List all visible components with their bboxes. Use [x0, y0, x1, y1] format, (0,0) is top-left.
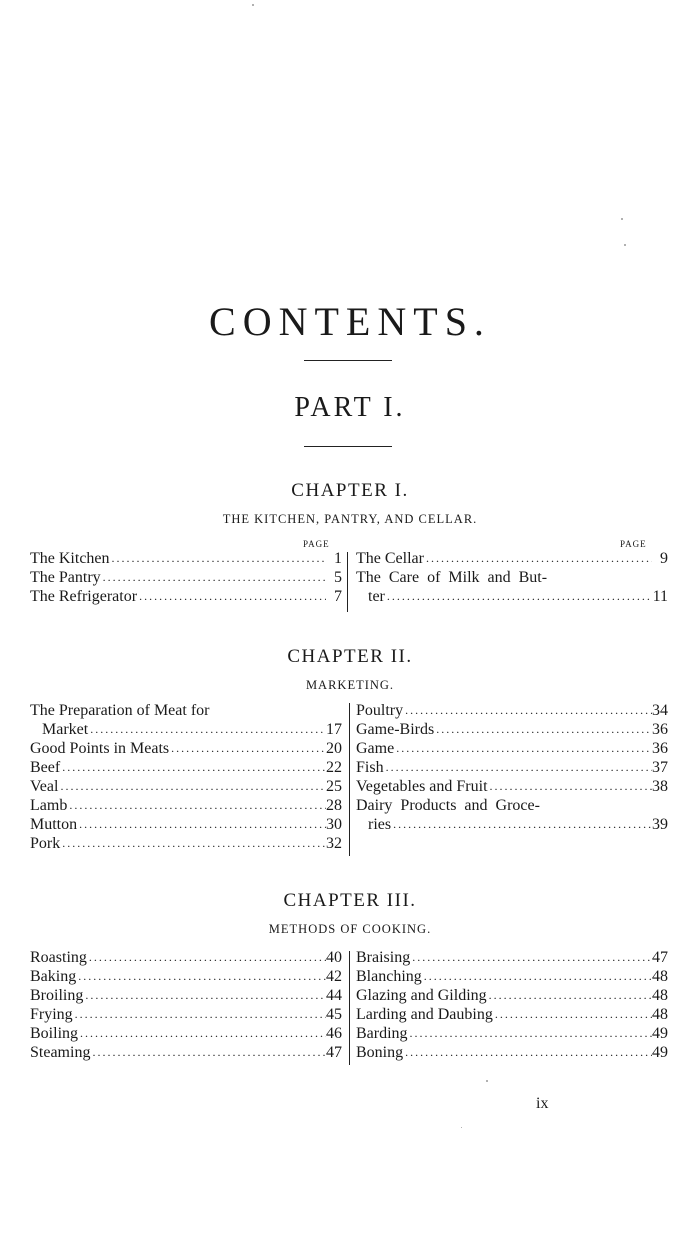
page-column-label: PAGE — [620, 539, 647, 549]
toc-column-right — [356, 549, 668, 606]
toc-column-left — [30, 948, 342, 1062]
page-title: CONTENTS. — [209, 299, 491, 344]
toc-entry: The Refrigerator ..... 7 — [30, 587, 342, 606]
toc-entry: Mutton ..... 30 — [30, 815, 342, 834]
chapter-subtitle: THE KITCHEN, PANTRY, AND CELLAR. — [222, 512, 478, 526]
toc-entry: The Preparation of Meat for — [30, 702, 210, 719]
chapter-heading: CHAPTER II. — [287, 646, 413, 667]
toc-entry: Good Points in Meats ..... 20 — [30, 739, 342, 758]
toc-entry: ter ..... 11 — [356, 587, 668, 606]
paper-speck — [624, 244, 626, 246]
toc-entry: The Care of Milk and But- — [356, 569, 548, 586]
toc-entry: Blanching ..... 48 — [356, 967, 668, 986]
toc-entry: Roasting ..... 40 — [30, 948, 342, 967]
page-number: ix — [536, 1095, 549, 1112]
toc-entry: Larding and Daubing ..... 48 — [356, 1005, 668, 1024]
toc-entry: ries ..... 39 — [356, 815, 668, 834]
toc-entry: Broiling ..... 44 — [30, 986, 342, 1005]
toc-column-left — [30, 701, 342, 853]
toc-entry: Barding ..... 49 — [356, 1024, 668, 1043]
toc-entry: Dairy Products and Groce- — [356, 797, 540, 814]
toc-entry: Pork ..... 32 — [30, 834, 342, 853]
divider-rule — [304, 446, 392, 447]
chapter-subtitle: MARKETING. — [305, 678, 395, 692]
toc-entry: Game ..... 36 — [356, 739, 668, 758]
toc-entry: Boning ..... 49 — [356, 1043, 668, 1062]
toc-entry: Veal ..... 25 — [30, 777, 342, 796]
column-divider — [349, 951, 350, 1065]
toc-entry: The Pantry ..... 5 — [30, 568, 342, 587]
toc-entry: The Cellar ..... 9 — [356, 549, 668, 568]
paper-speck — [252, 4, 254, 6]
toc-entry: Game-Birds ..... 36 — [356, 720, 668, 739]
toc-entry: Glazing and Gilding ..... 48 — [356, 986, 668, 1005]
part-heading: PART I. — [294, 392, 406, 423]
toc-entry: Poultry ..... 34 — [356, 701, 668, 720]
toc-column-right — [356, 948, 668, 1062]
chapter-heading: CHAPTER III. — [283, 890, 417, 911]
chapter-heading: CHAPTER I. — [291, 480, 409, 501]
toc-entry: Fish ..... 37 — [356, 758, 668, 777]
toc-entry: Vegetables and Fruit ..... 38 — [356, 777, 668, 796]
paper-speck — [461, 1127, 462, 1128]
toc-entry: Frying ..... 45 — [30, 1005, 342, 1024]
toc-entry: Beef ..... 22 — [30, 758, 342, 777]
toc-entry: The Kitchen ..... 1 — [30, 549, 342, 568]
chapter-subtitle: METHODS OF COOKING. — [268, 922, 432, 936]
divider-rule — [304, 360, 392, 361]
paper-speck — [621, 218, 623, 220]
column-divider — [347, 552, 348, 612]
toc-entry: Braising ..... 47 — [356, 948, 668, 967]
toc-entry: Market ..... 17 — [30, 720, 342, 739]
toc-column-left — [30, 549, 342, 606]
toc-entry: Lamb ..... 28 — [30, 796, 342, 815]
page-column-label: PAGE — [303, 539, 330, 549]
column-divider — [349, 703, 350, 856]
toc-column-right — [356, 701, 668, 834]
toc-entry: Baking ..... 42 — [30, 967, 342, 986]
toc-entry: Boiling ..... 46 — [30, 1024, 342, 1043]
paper-speck — [486, 1080, 488, 1082]
toc-entry: Steaming ..... 47 — [30, 1043, 342, 1062]
